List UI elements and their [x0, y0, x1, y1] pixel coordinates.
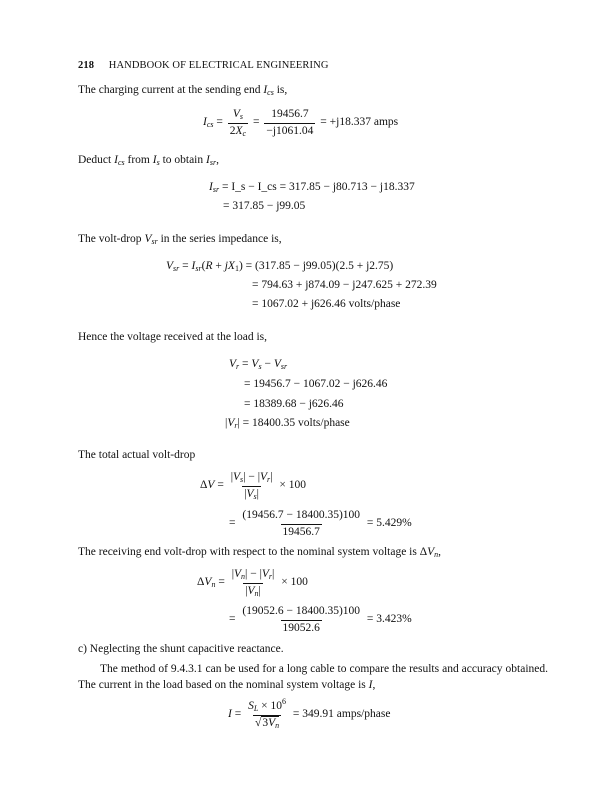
text-voltage-received: Hence the voltage received at the load is, [78, 331, 268, 343]
section-c-heading: c) Neglecting the shunt capacitive reactance. [78, 643, 284, 655]
page-number: 218 [78, 60, 95, 71]
equation-vr-3: = 18389.68 − j626.46 [244, 398, 344, 410]
equation-vsr-2: = 794.63 + j874.09 − j247.625 + 272.39 [252, 279, 437, 291]
running-header [78, 60, 329, 73]
text-volt-drop: The volt-drop $V_{sr}$ in the series impedance is, [78, 233, 282, 246]
equation-current: I = $\frac{S_L \times 10^6}{√3V_n}$ = 349.91 amps/phase [228, 697, 391, 730]
text-method: The method of 9.4.3.1 can be used for a long cable to compare the results and accuracy obtained. The current in the load based on the nominal system voltage is I, [78, 663, 548, 691]
text-charging-current: The charging current at the sending end $I_{cs}$ is, [78, 84, 288, 97]
text-receiving-end-drop: The receiving end volt-drop with respect to the nominal system voltage is $\Delta V_n$, [78, 546, 442, 559]
equation-vsr-3: = 1067.02 + j626.46 volts/phase [252, 298, 401, 310]
equation-isr-1: $I_{sr}$ = I_s − I_cs = 317.85 − j80.713 − j18.337 [209, 181, 415, 194]
equation-vr-4: $|V_r| = 18400.35$ volts/phase [225, 417, 350, 430]
equation-dv-1: ΔV = $\frac{|V_s| - |V_r|}{|V_s|}$ × 100 [200, 471, 306, 501]
equation-dv-2: = $\frac{(19456.7 - 18400.35)100}{19456.7}$ = 5.429% [229, 509, 412, 538]
equation-dvn-1: $\Delta V_n$ = $\frac{|V_n| - |V_r|}{|V_n|}$ × 100 [197, 568, 308, 598]
equation-dvn-2: = $\frac{(19052.6 - 18400.35)100}{19052.6}$ = 3.423% [229, 605, 412, 634]
equation-vsr-1: $V_{sr} = I_{sr}(R + jX_1) = (317.85 - j99.05)(2.5 + j2.75)$ [166, 260, 394, 273]
equation-ics: $I_{cs}$ = $\frac{V_s}{2X_c}$ = $\frac{19456.7}{-j1061.04}$ = +j18.337 amps [203, 108, 399, 138]
equation-vr-1: $V_r = V_s - V_{sr}$ [229, 358, 288, 371]
text-deduct: Deduct $I_{cs}$ from $I_s$ to obtain $I_{sr}$, [78, 154, 219, 167]
running-title: HANDBOOK OF ELECTRICAL ENGINEERING [108, 60, 329, 71]
text-total-volt-drop: The total actual volt-drop [78, 449, 196, 461]
equation-isr-2: = 317.85 − j99.05 [223, 200, 306, 212]
equation-vr-2: = 19456.7 − 1067.02 − j626.46 [244, 378, 388, 390]
